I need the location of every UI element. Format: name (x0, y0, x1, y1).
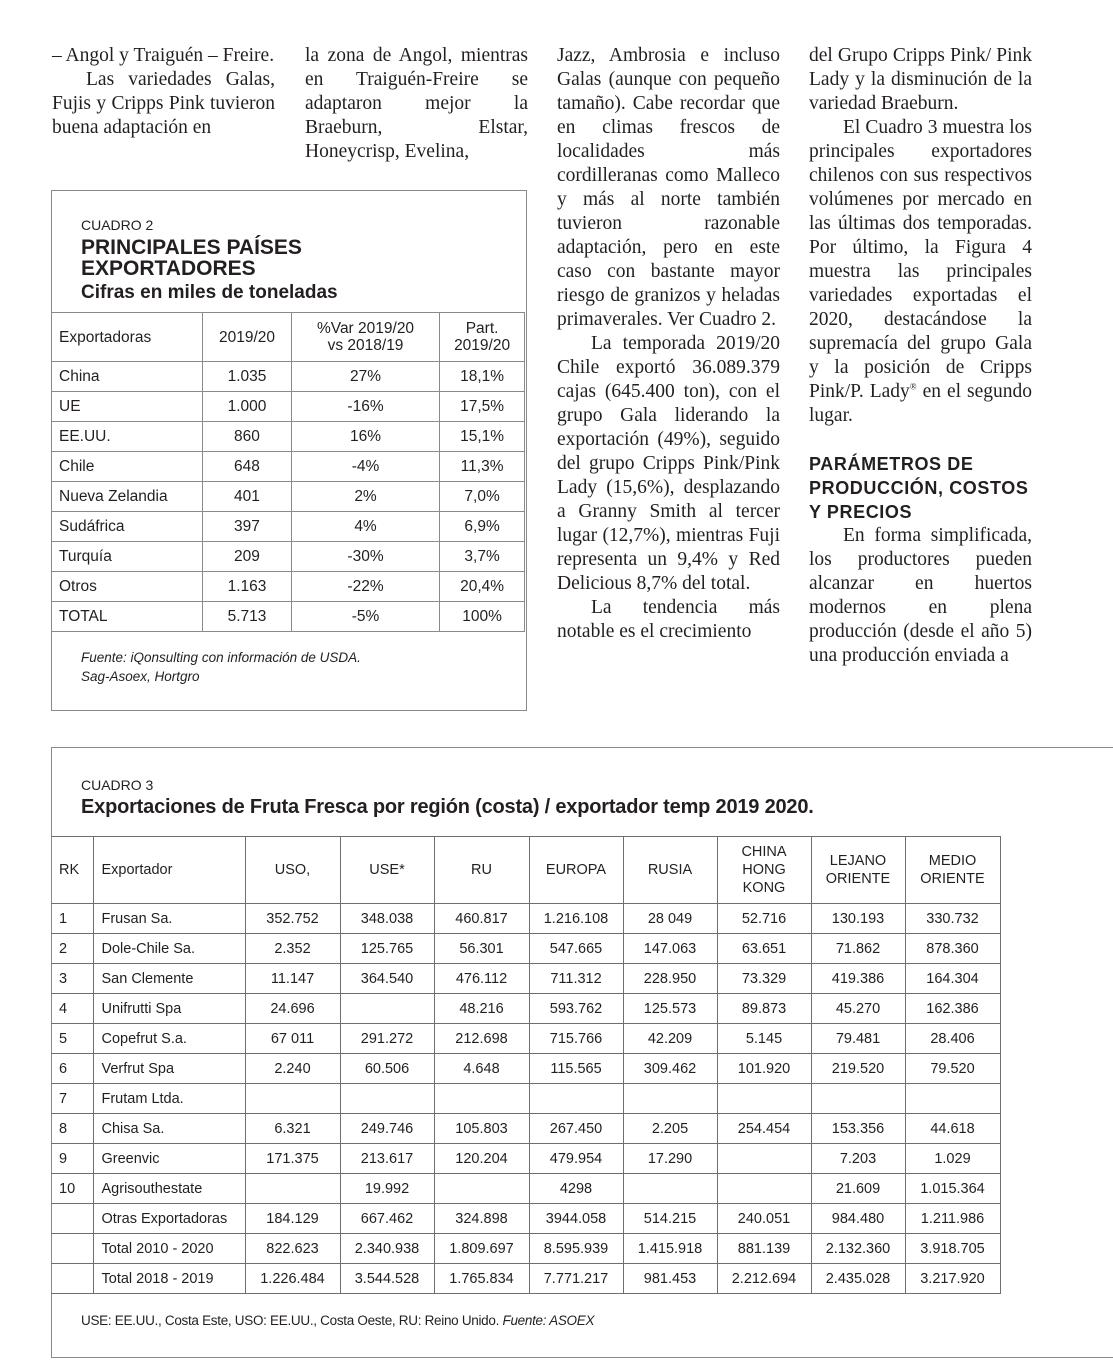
cuadro-2-box (51, 190, 527, 711)
table-cell: 1 (51, 904, 93, 934)
table-cell: 9 (51, 1144, 93, 1174)
table-cell: 4 (51, 994, 93, 1024)
table-cell: 476.112 (434, 964, 529, 994)
table-cell: 28.406 (905, 1024, 1000, 1054)
table-row (51, 964, 1000, 994)
table-row (51, 512, 525, 542)
table-cell: 984.480 (811, 1204, 905, 1234)
table-cell: 44.618 (905, 1114, 1000, 1144)
table-row (51, 1024, 1000, 1054)
table-label: CUADRO 2 (81, 217, 154, 233)
column-header: %Var 2019/20 vs 2018/19 (291, 313, 439, 362)
column-header: USO, (245, 837, 340, 904)
table-cell: Unifrutti Spa (93, 994, 245, 1024)
table-cell: 7,0% (440, 482, 525, 512)
table-cell: 153.356 (811, 1114, 905, 1144)
table-cell: 667.462 (340, 1204, 434, 1234)
table-cell: 1.809.697 (434, 1234, 529, 1264)
table-cell: 2.212.694 (717, 1264, 811, 1294)
table-cell: 21.609 (811, 1174, 905, 1204)
column-header: Part. 2019/20 (440, 313, 525, 362)
table-cell (51, 1264, 93, 1294)
table-cell: 401 (203, 482, 292, 512)
table-cell: 2 (51, 934, 93, 964)
table-cell: 6,9% (440, 512, 525, 542)
table-cell: 71.862 (811, 934, 905, 964)
table-cell: 2.240 (245, 1054, 340, 1084)
table-cell: 17.290 (623, 1144, 717, 1174)
column-header: 2019/20 (203, 313, 292, 362)
table-cell: 63.651 (717, 934, 811, 964)
table-cell: 309.462 (623, 1054, 717, 1084)
paragraph: Las variedades Galas, Fujis y Cripps Pink tuvieron buena adaptación en (52, 69, 275, 138)
table-cell: 981.453 (623, 1264, 717, 1294)
table-cell: 648 (203, 452, 292, 482)
table-cell: 330.732 (905, 904, 1000, 934)
table-cell: 397 (203, 512, 292, 542)
table-cell: Turquía (51, 542, 203, 572)
table-row (51, 602, 525, 632)
table-cell: Sudáfrica (51, 512, 203, 542)
table-cell (623, 1084, 717, 1114)
table-cell: 209 (203, 542, 292, 572)
table-cell: 1.015.364 (905, 1174, 1000, 1204)
table-row (51, 1144, 1000, 1174)
table-cell (245, 1174, 340, 1204)
table-cell: 2.205 (623, 1114, 717, 1144)
table-cell: 213.617 (340, 1144, 434, 1174)
table-cell: 105.803 (434, 1114, 529, 1144)
table-cell: 162.386 (905, 994, 1000, 1024)
table-cell: 79.520 (905, 1054, 1000, 1084)
table-title-line: PRINCIPALES PAÍSES (81, 236, 302, 259)
paragraph: la zona de Angol, mientras en Traiguén-Freire se adaptaron mejor la Braeburn, Elstar, Honeycrisp, Evelina, (305, 45, 528, 162)
table-cell: 100% (440, 602, 525, 632)
table-cell (717, 1174, 811, 1204)
table-cell: 3,7% (440, 542, 525, 572)
table-cell: 48.216 (434, 994, 529, 1024)
table-cell: 11,3% (440, 452, 525, 482)
table-cell: 27% (291, 362, 439, 392)
column-header: Exportador (93, 837, 245, 904)
table-cell: 15,1% (440, 422, 525, 452)
table-cell: Copefrut S.a. (93, 1024, 245, 1054)
table-cell: 479.954 (529, 1144, 623, 1174)
table-cell: 219.520 (811, 1054, 905, 1084)
table-title: Exportaciones de Fruta Fresca por región (costa) / exportador temp 2019 2020. (81, 796, 814, 818)
registered-mark: ® (909, 381, 917, 392)
table-cell: 45.270 (811, 994, 905, 1024)
table-cell (51, 1234, 93, 1264)
table-cell: 67 011 (245, 1024, 340, 1054)
table-row (51, 1234, 1000, 1264)
table-cell: 711.312 (529, 964, 623, 994)
paragraph: En forma simplificada, los productores pueden alcanzar en huertos modernos en plena producción (desde el año 5) una producción enviada a (809, 525, 1032, 666)
table-row (51, 1174, 1000, 1204)
column-header: RK (51, 837, 93, 904)
table-cell: 120.204 (434, 1144, 529, 1174)
table-cell: 860 (203, 422, 292, 452)
table-cell: 715.766 (529, 1024, 623, 1054)
table-cell: 878.360 (905, 934, 1000, 964)
table-cell: 1.216.108 (529, 904, 623, 934)
table-cell: 3.544.528 (340, 1264, 434, 1294)
table-cell: 5 (51, 1024, 93, 1054)
table-cell: 56.301 (434, 934, 529, 964)
table-cell: -30% (291, 542, 439, 572)
table-cell: 52.716 (717, 904, 811, 934)
table-cell: 364.540 (340, 964, 434, 994)
column-header: RUSIA (623, 837, 717, 904)
table-cell: 7.203 (811, 1144, 905, 1174)
table-row (51, 1054, 1000, 1084)
table-cell: 4% (291, 512, 439, 542)
table-cell: 228.950 (623, 964, 717, 994)
table-cell: -16% (291, 392, 439, 422)
table-cell: 101.920 (717, 1054, 811, 1084)
table-cell: 171.375 (245, 1144, 340, 1174)
table-cell: 16% (291, 422, 439, 452)
table-cell: 18,1% (440, 362, 525, 392)
table-row (51, 482, 525, 512)
table-cell: Agrisouthestate (93, 1174, 245, 1204)
paragraph: – Angol y Traiguén – Freire. (52, 45, 275, 66)
table-cell (340, 994, 434, 1024)
table-row (51, 1084, 1000, 1114)
table-cell: 20,4% (440, 572, 525, 602)
table-source: Fuente: iQonsulting con información de USDA. Sag-Asoex, Hortgro (81, 650, 361, 684)
table-cell: 5.713 (203, 602, 292, 632)
cuadro-3-box (51, 747, 1113, 1358)
paragraph-text: en el segundo lugar. (809, 381, 1032, 426)
table-cell (245, 1084, 340, 1114)
table-cell: 7.771.217 (529, 1264, 623, 1294)
table-cell: 240.051 (717, 1204, 811, 1234)
table-cell: 1.415.918 (623, 1234, 717, 1264)
column-header: USE* (340, 837, 434, 904)
table-cell: Nueva Zelandia (51, 482, 203, 512)
table-cell: 324.898 (434, 1204, 529, 1234)
table-cell: Total 2010 - 2020 (93, 1234, 245, 1264)
paragraph: del Grupo Cripps Pink/ Pink Lady y la disminución de la variedad Braeburn. (809, 45, 1032, 114)
table-cell: Greenvic (93, 1144, 245, 1174)
table-cell: 2.340.938 (340, 1234, 434, 1264)
paragraph: La temporada 2019/20 Chile exportó 36.089.379 cajas (645.400 ton), con el grupo Gala liderando la exportación (49%), seguido del grupo Cripps Pink/Pink Lady (15,6%), desplazando a Granny Smith al tercer lugar (12,7%), mientras Fuji representa un 9,4% y Red Delicious 8,7% del total. (557, 333, 780, 594)
table-cell: 254.454 (717, 1114, 811, 1144)
table-cell: 2% (291, 482, 439, 512)
table-row (51, 1204, 1000, 1234)
article-column-3 (557, 44, 780, 644)
table-cell: 6.321 (245, 1114, 340, 1144)
table-row (51, 934, 1000, 964)
column-header: CHINA HONG KONG (717, 837, 811, 904)
table-header-row (51, 837, 1000, 904)
article-column-1 (52, 44, 275, 140)
table-cell: 1.000 (203, 392, 292, 422)
table-cell: 1.029 (905, 1144, 1000, 1174)
table-subtitle: Cifras en miles de toneladas (81, 282, 338, 303)
table-cell: 10 (51, 1174, 93, 1204)
table-cell: 291.272 (340, 1024, 434, 1054)
table-cell (529, 1084, 623, 1114)
table-cell: 11.147 (245, 964, 340, 994)
table-cell: -4% (291, 452, 439, 482)
column-header: RU (434, 837, 529, 904)
table-cell: -5% (291, 602, 439, 632)
table-cell: 2.435.028 (811, 1264, 905, 1294)
table-cell: 1.035 (203, 362, 292, 392)
table-cell: 460.817 (434, 904, 529, 934)
table-header-row (51, 313, 525, 362)
table-cell: 4298 (529, 1174, 623, 1204)
column-header: MEDIO ORIENTE (905, 837, 1000, 904)
table-cell: San Clemente (93, 964, 245, 994)
table-cell (717, 1084, 811, 1114)
table-cell: 419.386 (811, 964, 905, 994)
paragraph-text: El Cuadro 3 muestra los principales exportadores chilenos con sus respectivos volúmenes por mercado en las últimas dos temporadas. Por último, la Figura 4 muestra las principales variedades exportadas el 2020, destacándose la supremacía del grupo Gala y la posición de Cripps Pink/P. Lady (809, 117, 1032, 402)
table-row (51, 362, 525, 392)
paragraph: Jazz, Ambrosia e incluso Galas (aunque con pequeño tamaño). Cabe recordar que en climas frescos de localidades más cordilleranas como Malleco y más al norte también tuvieron razonable adaptación, pero en este caso con bastante mayor riesgo de granizos y heladas primaverales. Ver Cuadro 2. (557, 45, 780, 330)
table-cell: 125.573 (623, 994, 717, 1024)
table-cell: 5.145 (717, 1024, 811, 1054)
table-cell: 60.506 (340, 1054, 434, 1084)
table-cell (340, 1084, 434, 1114)
table-cell: 1.163 (203, 572, 292, 602)
table-row (51, 1264, 1000, 1294)
table-cell: -22% (291, 572, 439, 602)
table-cell: 249.746 (340, 1114, 434, 1144)
table-cell: Verfrut Spa (93, 1054, 245, 1084)
table-row (51, 392, 525, 422)
table-cell: 4.648 (434, 1054, 529, 1084)
table-cell: 352.752 (245, 904, 340, 934)
table-cell: 125.765 (340, 934, 434, 964)
table-cell: 267.450 (529, 1114, 623, 1144)
table-cell: 8.595.939 (529, 1234, 623, 1264)
paragraph: La tendencia más notable es el crecimiento (557, 597, 780, 642)
table-cell: 79.481 (811, 1024, 905, 1054)
table-cell: 822.623 (245, 1234, 340, 1264)
table-cell: 8 (51, 1114, 93, 1144)
table-cell: 3.217.920 (905, 1264, 1000, 1294)
table-cell (717, 1144, 811, 1174)
table-cell: 348.038 (340, 904, 434, 934)
table-row (51, 542, 525, 572)
table-cell: Chisa Sa. (93, 1114, 245, 1144)
table-cell: Frutam Ltda. (93, 1084, 245, 1114)
table-cell: 6 (51, 1054, 93, 1084)
column-header: EUROPA (529, 837, 623, 904)
table-cell: Dole-Chile Sa. (93, 934, 245, 964)
table-source: USE: EE.UU., Costa Este, USO: EE.UU., Costa Oeste, RU: Reino Unido. Fuente: ASOEX (81, 1313, 595, 1328)
table-label: CUADRO 3 (81, 777, 154, 793)
table-row (51, 904, 1000, 934)
table-cell: 2.132.360 (811, 1234, 905, 1264)
table-cell: EE.UU. (51, 422, 203, 452)
table-row (51, 572, 525, 602)
table-cell: 89.873 (717, 994, 811, 1024)
table-cell: 24.696 (245, 994, 340, 1024)
table-title-line: EXPORTADORES (81, 257, 256, 280)
table-cell: Frusan Sa. (93, 904, 245, 934)
table-cell: China (51, 362, 203, 392)
table-row (51, 422, 525, 452)
table-cell: 1.211.986 (905, 1204, 1000, 1234)
column-header: LEJANO ORIENTE (811, 837, 905, 904)
table-cell: 514.215 (623, 1204, 717, 1234)
article-column-2 (305, 44, 528, 164)
table-cell (811, 1084, 905, 1114)
table-cell: 147.063 (623, 934, 717, 964)
table-cell (905, 1084, 1000, 1114)
column-header: Exportadoras (51, 313, 203, 362)
table-row (51, 1114, 1000, 1144)
table-cell: 3 (51, 964, 93, 994)
table-row (51, 994, 1000, 1024)
table-cell: 184.129 (245, 1204, 340, 1234)
table-cell: Otras Exportadoras (93, 1204, 245, 1234)
table-cell: 19.992 (340, 1174, 434, 1204)
table-cell: 164.304 (905, 964, 1000, 994)
table-cell: 593.762 (529, 994, 623, 1024)
table-cell: 1.226.484 (245, 1264, 340, 1294)
table-cell: 115.565 (529, 1054, 623, 1084)
table-cell: 881.139 (717, 1234, 811, 1264)
table-cell: Chile (51, 452, 203, 482)
table-cell: 7 (51, 1084, 93, 1114)
table-cell: 73.329 (717, 964, 811, 994)
exporters-by-region-table (51, 836, 1001, 1294)
section-heading: PARÁMETROS DE PRODUCCIÓN, COSTOS Y PRECIOS (809, 454, 1029, 522)
table-cell: 130.193 (811, 904, 905, 934)
table-cell: TOTAL (51, 602, 203, 632)
table-cell: 1.765.834 (434, 1264, 529, 1294)
table-cell (623, 1174, 717, 1204)
article-column-4 (809, 44, 1032, 668)
table-cell: 28 049 (623, 904, 717, 934)
exporting-countries-table (51, 312, 525, 632)
table-title (81, 237, 302, 279)
table-cell: UE (51, 392, 203, 422)
table-cell: 2.352 (245, 934, 340, 964)
table-cell: Otros (51, 572, 203, 602)
table-cell: 547.665 (529, 934, 623, 964)
table-row (51, 452, 525, 482)
table-cell (51, 1204, 93, 1234)
paragraph (809, 116, 1032, 428)
table-cell: 212.698 (434, 1024, 529, 1054)
table-cell: 42.209 (623, 1024, 717, 1054)
table-cell (434, 1084, 529, 1114)
table-cell (434, 1174, 529, 1204)
table-cell: 17,5% (440, 392, 525, 422)
table-cell: 3944.058 (529, 1204, 623, 1234)
table-cell: 3.918.705 (905, 1234, 1000, 1264)
table-cell: Total 2018 - 2019 (93, 1264, 245, 1294)
